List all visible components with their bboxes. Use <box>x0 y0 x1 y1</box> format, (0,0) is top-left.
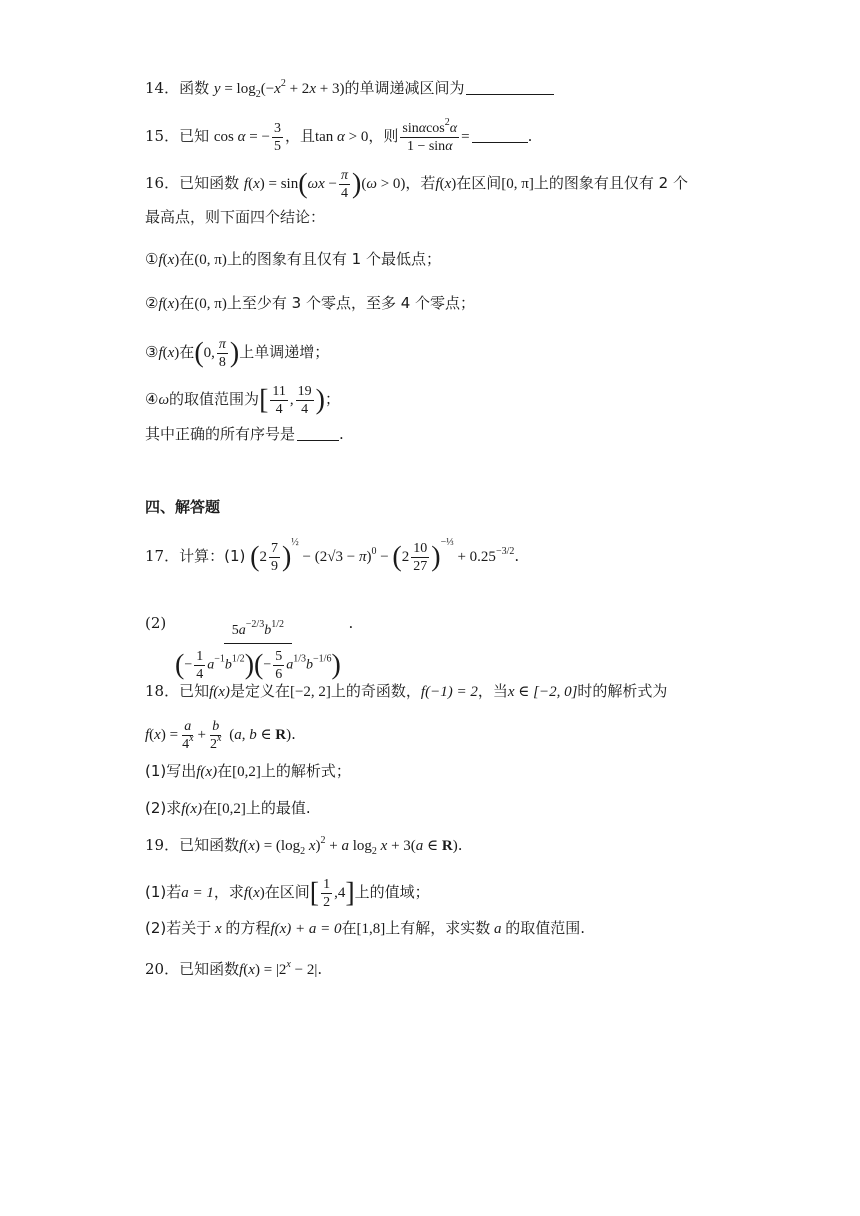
statement-text: 在 <box>179 250 195 268</box>
statement-mark: ③ <box>145 342 159 361</box>
question-14 <box>145 77 554 100</box>
statement-text: 的取值范围为 <box>169 389 260 408</box>
question-19-part1: (1)若a = 1，求f(x)在区间[ $\frac{1}{2}$ ,4]上的值域； <box>145 877 430 910</box>
formula-q15-cos: cos α = − $\frac{3}{5}$ <box>213 121 281 154</box>
question-number: 19． <box>145 836 180 854</box>
interval: [ $\frac{11}{4}$ , $\frac{19}{4}$ ) <box>259 384 325 417</box>
formula-q14: $y = \log_2(-x^2 + 2x + 3)$ <box>213 78 345 100</box>
sub-question-text: 在 <box>217 762 233 780</box>
function-name: f(x) <box>196 764 218 780</box>
sub-question-label: (2) <box>145 614 167 632</box>
question-18-part1 <box>145 760 351 783</box>
statement-mark: ① <box>145 250 159 268</box>
answer-blank[interactable] <box>466 78 554 95</box>
answer-blank[interactable] <box>297 424 339 441</box>
statement-text: 上至少有 3 个零点，至多 4 个零点； <box>226 294 476 312</box>
period: . <box>339 425 344 443</box>
interval: [1,8] <box>356 921 386 937</box>
question-18-formula <box>145 718 296 753</box>
question-text: ，且 <box>284 126 315 145</box>
period: . <box>527 126 533 145</box>
interval: (0, π) <box>194 296 227 312</box>
question-18 <box>145 680 667 703</box>
sub-question-text: (1)写出 <box>145 762 197 780</box>
question-19 <box>145 834 463 857</box>
range: x ∈ [−2, 0] <box>507 684 578 700</box>
interval: [0,2] <box>217 801 246 817</box>
formula-q19: $f(x) = (\log_2$ x)$^2$ + a $\log_2 x + 3(a$ ∈ R) <box>239 835 458 857</box>
equation: f(x) + a = 0 <box>270 921 342 937</box>
interval: [0, π] <box>501 175 534 192</box>
sub-question-text: 的取值范围. <box>505 919 586 937</box>
sub-question-text: 的方程 <box>225 919 271 937</box>
formula-q18: f(x) = $\frac{a}{4^x}$ + $\frac{b}{2^x}$ (a, b ∈ R) <box>145 719 292 752</box>
statement-4: ④ω的取值范围为[ $\frac{11}{4}$ , $\frac{19}{4}$ )； <box>145 384 340 417</box>
formula-q17-2: $5a^{-2/3}b^{1/2}$ (− $\frac{1}{4}$ $a^{-1}b^{1/2})(-$ $\frac{5}{6}$ $a^{1/3}b^{-1/6}$) <box>175 619 341 682</box>
question-16-conclusion <box>145 423 344 445</box>
interval: (0, $\frac{\pi}{8}$ ) <box>194 337 240 370</box>
question-text: 已知函数 <box>179 173 240 192</box>
sub-question-text: (1)若 <box>145 882 182 901</box>
question-number: 18． <box>145 682 180 700</box>
sub-question-text: 上有解，求实数 <box>385 919 491 937</box>
question-16-line2: 最高点，则下面四个结论： <box>145 208 326 226</box>
interval: [0,2] <box>232 764 261 780</box>
period: . <box>317 960 323 978</box>
function-name: f(x) <box>181 801 203 817</box>
sub-question-text: ，求 <box>213 882 244 901</box>
section-title: 四、解答题 <box>145 498 221 516</box>
question-16: 16．已知函数 f(x) = sin(ωx − $\frac{\pi}{4}$ )(ω > 0)，若f(x)在区间[0, π]上的图象有且仅有 2 个 <box>145 168 688 201</box>
question-text: 的单调递减区间为 <box>344 79 465 97</box>
question-19-part2: (2)若关于 x 的方程f(x) + a = 0在[1,8]上有解，求实数 a 的取值范围. <box>145 919 586 937</box>
function-name: f(x) <box>209 684 230 700</box>
statement-text: 在 <box>179 342 195 361</box>
question-text: 已知函数 <box>179 836 240 854</box>
question-text: 在区间 <box>456 173 502 192</box>
question-number: 15． <box>145 126 180 145</box>
sub-question-text: 在 <box>341 919 357 937</box>
sub-question-text: 在 <box>202 799 218 817</box>
sub-question-text: (2)若关于 <box>145 919 212 937</box>
condition: f(−1) = 2 <box>420 684 478 700</box>
question-text: 已知函数 <box>179 960 240 978</box>
question-17-part2 <box>145 612 353 683</box>
period: . <box>457 836 463 854</box>
question-text: 函数 <box>179 79 210 97</box>
formula-q17-1: (2 $\frac{7}{9}$ )$^{\frac{1}{2}} - (2√3 - \pi)^0 - (2$ $\frac{10}{27}$ )$^{-\frac{1}{3}} + 0.25^{-3/2}$ <box>250 536 515 574</box>
formula-q20: $f(x) = |2^x - 2|$ <box>239 959 318 978</box>
question-15 <box>145 117 533 155</box>
question-text: 已知 <box>179 126 210 145</box>
statement-mark: ② <box>145 294 159 312</box>
question-text: ，当 <box>477 682 508 700</box>
statement-1: ①f(x)在(0, π)上的图象有且仅有 1 个最低点； <box>145 250 441 268</box>
formula-q15-tan: tan α > 0 <box>314 128 369 145</box>
sub-question-text: 上的值域； <box>354 882 430 901</box>
sub-question-text: 在区间 <box>264 882 310 901</box>
statement-mark: ④ <box>145 389 159 408</box>
formula-q15-expr: $\frac{\sin\alpha\cos^2\alpha}{1 - \sin\alpha}$ = <box>402 117 470 154</box>
sub-question-text: (2)求 <box>145 799 182 817</box>
period: . <box>291 724 296 743</box>
interval: [−2, 2] <box>289 684 331 700</box>
statement-text: ； <box>324 389 340 408</box>
question-20 <box>145 958 322 981</box>
question-17 <box>145 536 520 575</box>
question-number: 14． <box>145 79 180 97</box>
question-text: 其中正确的所有序号是 <box>145 425 296 443</box>
interval: (0, π) <box>194 252 227 268</box>
question-text: ，则 <box>368 126 399 145</box>
question-18-part2 <box>145 797 311 820</box>
question-text: 时的解析式为 <box>577 682 668 700</box>
statement-text: 在 <box>179 294 195 312</box>
question-text: 已知 <box>179 682 210 700</box>
sub-question-text: 上的解析式； <box>260 762 351 780</box>
question-number: 16． <box>145 173 180 192</box>
formula-q16: f(x) = sin(ωx − $\frac{\pi}{4}$ )(ω > 0) <box>243 168 406 201</box>
sub-question-text: 上的最值. <box>245 799 311 817</box>
statement-text: 上单调递增； <box>239 342 330 361</box>
answer-blank[interactable] <box>472 126 528 143</box>
question-number: 20． <box>145 960 180 978</box>
question-text: 上的图象有且仅有 2 个 <box>533 173 688 192</box>
question-text: 是定义在 <box>229 682 290 700</box>
period: . <box>348 614 354 632</box>
question-text: ，若 <box>405 173 436 192</box>
statement-2: ②f(x)在(0, π)上至少有 3 个零点，至多 4 个零点； <box>145 294 476 312</box>
condition: a = 1 <box>181 884 214 901</box>
question-text: 上的奇函数， <box>330 682 421 700</box>
question-number: 17． <box>145 546 180 565</box>
question-text: 计算：(1) <box>179 546 246 565</box>
period: . <box>514 546 520 565</box>
statement-text: 上的图象有且仅有 1 个最低点； <box>226 250 441 268</box>
statement-3: ③f(x)在(0, $\frac{\pi}{8}$ )上单调递增； <box>145 337 330 370</box>
interval: [ $\frac{1}{2}$ ,4] <box>309 877 355 910</box>
